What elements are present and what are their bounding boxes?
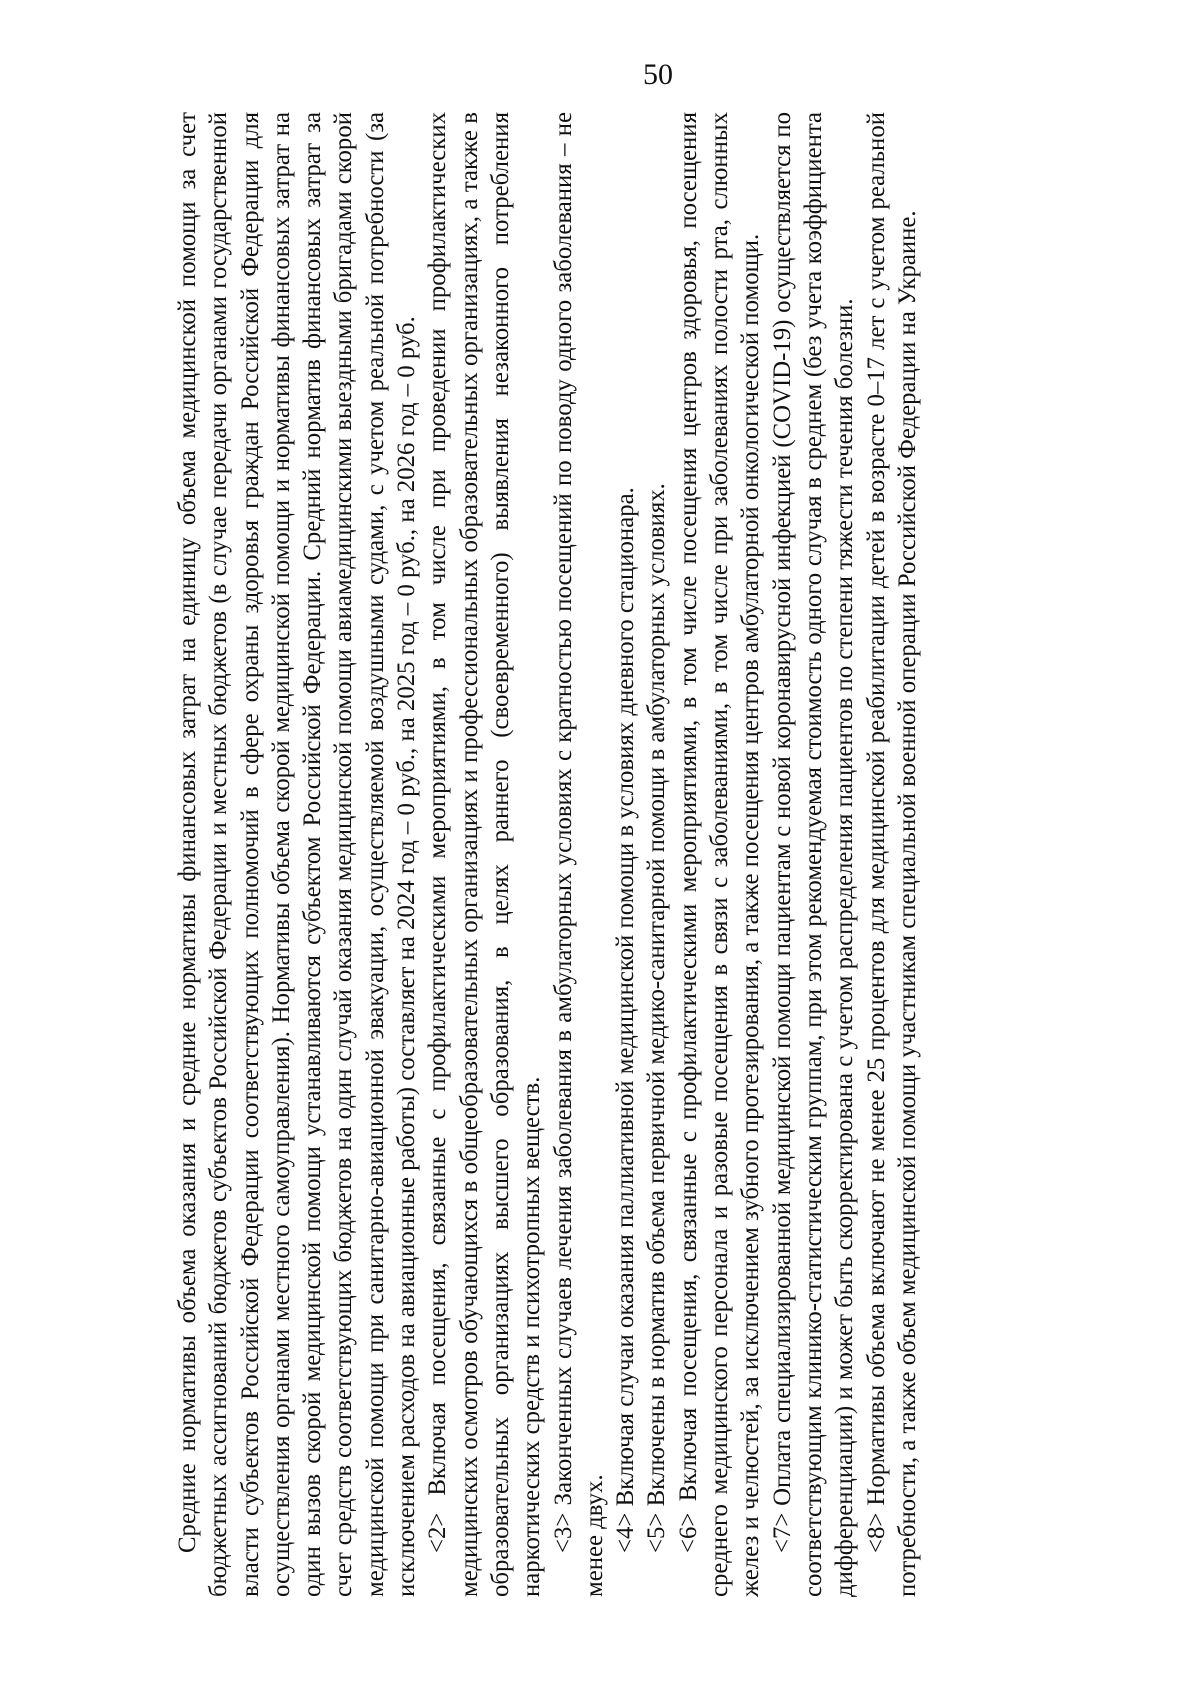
footnote-4: <4> Включая случаи оказания паллиативной медицинской помощи в условиях дневного стационара. — [612, 487, 640, 1553]
footnote-2: <2> Включая посещения, связанные с профилактическими мероприятиями, в том числе при проведении профилактических медицинских осмотров обучающихся в общеобразовательных организациях и профессиональных образовательных организациях, а также в образовательных организациях высшего образования, в целях раннего (своевременного) выявления незаконного потребления наркотических средств и психотропных веществ. — [424, 112, 546, 1597]
rotated-text-block — [172, 112, 923, 1597]
footnote-5: <5> Включены в норматив объема первичной медико-санитарной помощи в амбулаторных условиях. — [643, 483, 671, 1553]
page-number: 50 — [643, 58, 673, 91]
paragraph-main: Средние нормативы объема оказания и средние нормативы финансовых затрат на единицу объема медицинской помощи за счет бюджетных ассигнований бюджетов субъектов Российской Федерации и местных бюджетов (в случае передачи органами государственной власти субъектов Российской Федерации соответствующих полномочий в сфере охраны здоровья граждан Российской Федерации для осуществления органами местного самоуправления). Нормативы объема скорой медицинской помощи и нормативы финансовых затрат на один вызов скорой медицинской помощи устанавливаются субъектом Российской Федерации. Средний норматив финансовых затрат за счет средств соответствующих бюджетов на один случай оказания медицинской помощи авиамедицинскими выездными бригадами скорой медицинской помощи при санитарно-авиационной эвакуации, осуществляемой воздушными судами, с учетом реальной потребности (за исключением расходов на авиационные работы) составляет на 2024 год – 0 руб., на 2025 год – 0 руб., на 2026 год – 0 руб. — [174, 112, 421, 1597]
footnote-6: <6> Включая посещения, связанные с профилактическими мероприятиями, в том числе посещения центров здоровья, посещения среднего медицинского персонала и разовые посещения в связи с заболеваниями, в том числе при заболеваниях полости рта, слюнных желез и челюстей, за исключением зубного протезирования, а также посещения центров амбулаторной онкологической помощи. — [674, 112, 765, 1597]
footnote-7: <7> Оплата специализированной медицинской помощи пациентам с новой коронавирусной инфекцией (COVID-19) осуществляется по соответствующим клинико-статистическим группам, при этом рекомендуемая стоимость одного случая в среднем (без учета коэффициента дифференциации) и может быть скорректирована с учетом распределения пациентов по степени тяжести течения болезни. — [768, 112, 859, 1597]
footnote-3: <3> Законченных случаев лечения заболевания в амбулаторных условиях с кратностью посещений по поводу одного заболевания – не менее двух. — [549, 112, 608, 1597]
footnote-8: <8> Нормативы объема включают не менее 25 процентов для медицинской реабилитации детей в возрасте 0–17 лет с учетом реальной потребности, а также объем медицинской помощи участникам специальной военной операции Российской Федерации на Украине. — [862, 112, 921, 1597]
